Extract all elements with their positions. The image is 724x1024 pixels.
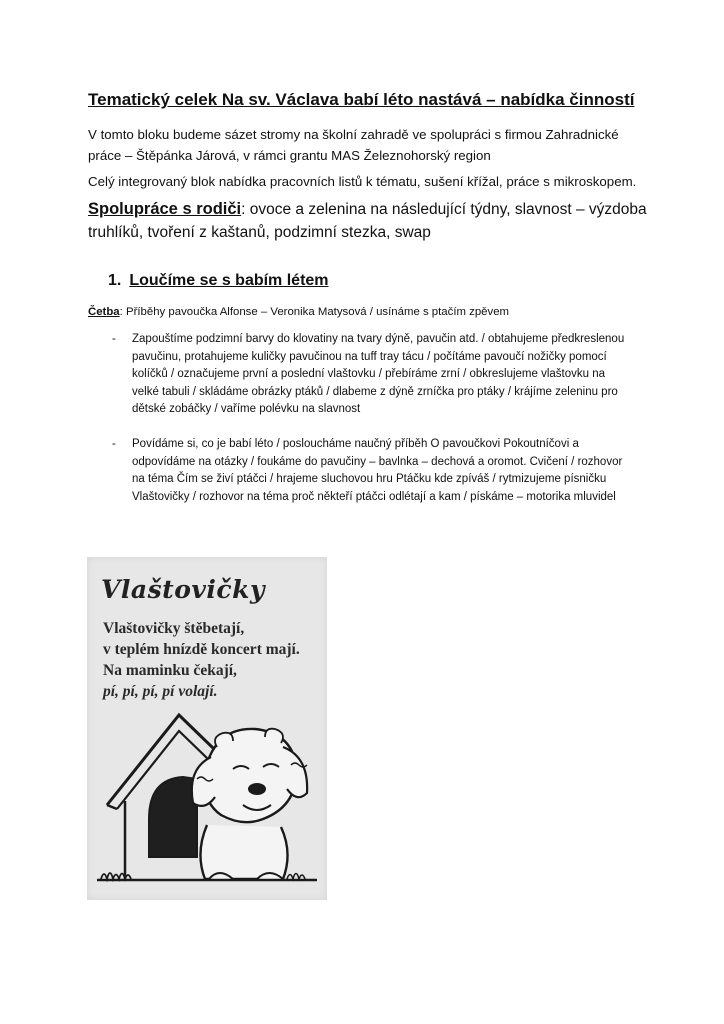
intro-paragraph: V tomto bloku budeme sázet stromy na školní zahradě ve spolupráci s firmou Zahradnické práce – Štěpánka Járová, v rámci grantu MAS Železnohorský region [88, 127, 619, 163]
list-item [112, 331, 632, 419]
worksheets-paragraph: Celý integrovaný blok nabídka pracovních listů k tématu, sušení křížal, práce s mikroskopem. [88, 174, 637, 189]
poem-illustration [87, 557, 327, 900]
list-item-text: Povídáme si, co je babí léto / posloucháme naučný příběh O pavoučkovi Pokoutníčovi a odpovídáme na otázky / foukáme do pavučiny – bavlnka – dechová a oromot. Cvičení / rozhovor na téma Čím se živí ptáčci / hrajeme sluchovou hru Ptáčku kde zpíváš / rytmizujeme písničku Vlaštovičky / rozhovor na téma proč někteří ptáčci odlétají a kam / pískáme – motorika mluvidel [132, 438, 623, 503]
reading-label: Četba [88, 306, 120, 318]
poem-title: Vlaštovičky [101, 575, 265, 604]
list-dash: - [112, 438, 116, 450]
section-title: Loučíme se s babím létem [129, 272, 329, 289]
poem-line: pí, pí, pí, pí volají. [103, 683, 218, 700]
page-title: Tematický celek Na sv. Václava babí léto nastává – nabídka činností [88, 90, 635, 109]
dog-kennel-drawing [87, 557, 327, 900]
list-item [112, 436, 632, 506]
section-number: 1. [108, 272, 122, 289]
poem-line: Na maminku čekají, [103, 662, 237, 679]
section-heading [108, 272, 329, 290]
parents-cooperation-text: : ovoce a zelenina na následující týdny, slavnost – výzdoba truhlíků, tvoření z kaštanů, podzimní stezka, swap [88, 201, 647, 241]
list-item-text: Zapouštíme podzimní barvy do klovatiny na tvary dýně, pavučin atd. / obtahujeme předkreslenou pavučinu, protahujeme kuličky pavučinou na tuff tray tácu / počítáme pavoučí nožičky pomocí kolíčků / označujeme první a poslední vlaštovku / přebíráme zrní / obkreslujeme vlaštovku na velké tabuli / skládáme obrázky ptáků / dlabeme z dýně zrníčka pro ptáky / krájíme zeleninu pro dětské zobáčky / vaříme polévku na slavnost [132, 333, 625, 416]
list-dash: - [112, 333, 116, 345]
reading-text: : Příběhy pavoučka Alfonse – Veronika Matysová / usínáme s ptačím zpěvem [119, 306, 510, 318]
poem-line: v teplém hnízdě koncert mají. [103, 641, 300, 658]
parents-cooperation-label: Spolupráce s rodiči [88, 200, 242, 218]
parents-cooperation-paragraph [88, 198, 648, 244]
poem-text [103, 618, 325, 702]
poem-line: Vlaštovičky štěbetají, [103, 620, 245, 637]
reading-line [88, 304, 648, 320]
